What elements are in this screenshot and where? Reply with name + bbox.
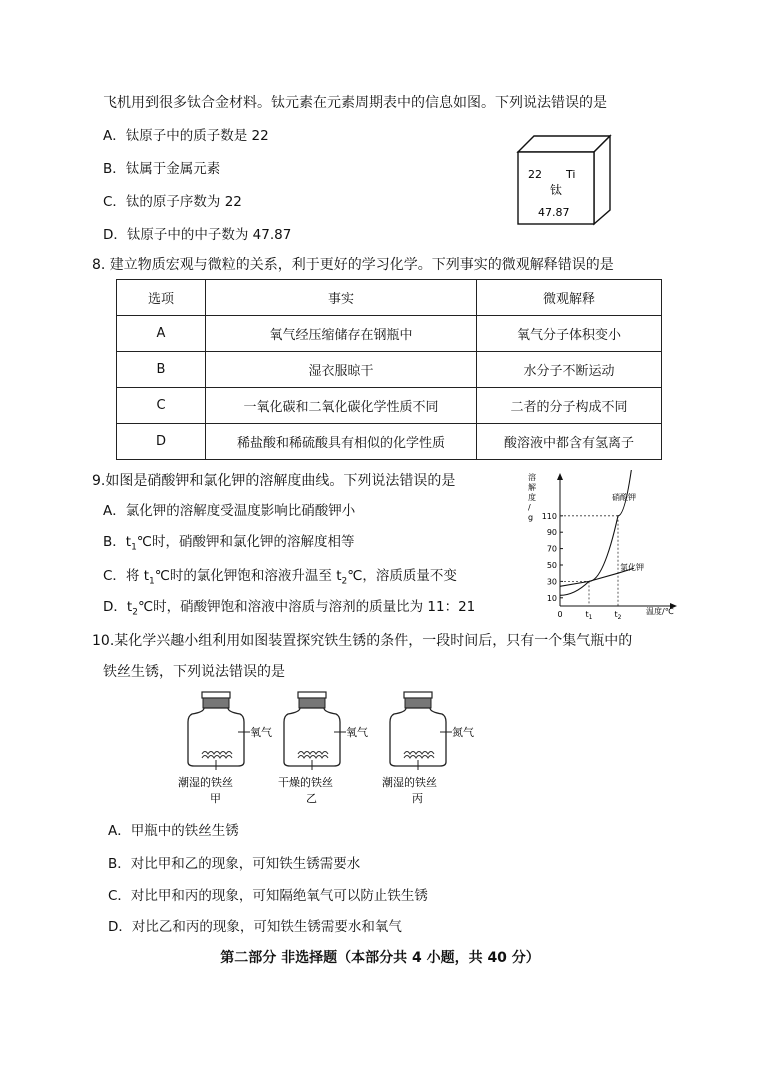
table-cell: 水分子不断运动	[477, 352, 662, 388]
q9-option-c-pre: C．将 t	[103, 568, 150, 584]
q9-option-d-pre: D．t	[103, 599, 133, 615]
table-cell: D	[117, 424, 206, 460]
gas-label: 氧气	[250, 726, 272, 739]
element-symbol: Ti	[566, 168, 576, 181]
element-mass: 47.87	[538, 206, 570, 219]
table-header: 事实	[206, 280, 477, 316]
series-line-0	[560, 470, 634, 595]
q10-option-a: A．甲瓶中的铁丝生锈	[108, 823, 239, 839]
y-tick-label: 90	[546, 528, 557, 538]
y-tick-label: 30	[546, 577, 557, 587]
jar-jia	[178, 692, 272, 805]
table-cell: 二者的分子构成不同	[477, 388, 662, 424]
table-cell: B	[117, 352, 206, 388]
jar-name: 丙	[412, 792, 423, 805]
q8-table	[116, 279, 662, 460]
series-label: 氯化钾	[620, 563, 644, 572]
gas-label: 氮气	[452, 726, 474, 739]
section-title: 第二部分 非选择题（本部分共 4 小题，共 40 分）	[220, 950, 540, 966]
t2-subscript: 2	[341, 576, 348, 587]
table-row	[117, 424, 662, 460]
q9-option-b	[103, 533, 354, 557]
q8-stem: 8. 建立物质宏观与微粒的关系，利于更好的学习化学。下列事实的微观解释错误的是	[92, 257, 614, 273]
table-cell: C	[117, 388, 206, 424]
q9-option-d	[103, 598, 475, 622]
x-tick-label: 0	[557, 610, 563, 619]
x-axis-label: 温度/℃	[646, 607, 674, 616]
jar-bing	[382, 692, 474, 805]
q9-option-a: A．氯化钾的溶解度受温度影响比硝酸钾小	[103, 503, 356, 519]
q10-stem-line2: 铁丝生锈，下列说法错误的是	[103, 664, 285, 680]
q10-stem-line1: 10.某化学兴趣小组利用如图装置探究铁生锈的条件，一段时间后，只有一个集气瓶中的	[92, 633, 633, 649]
table-header: 选项	[117, 280, 206, 316]
wire-label: 干燥的铁丝	[278, 776, 333, 789]
y-axis-arrow	[557, 473, 563, 480]
q7-option-a: A．钛原子中的质子数是 22	[103, 128, 269, 144]
wire-label: 潮湿的铁丝	[382, 776, 437, 789]
titanium-element-card	[514, 132, 614, 228]
table-cell: 氧气经压缩储存在钢瓶中	[206, 316, 477, 352]
table-header-row	[117, 280, 662, 316]
q9-option-d-post: ℃时，硝酸钾饱和溶液中溶质与溶剂的质量比为 11：21	[137, 599, 476, 615]
table-cell: 一氧化碳和二氧化碳化学性质不同	[206, 388, 477, 424]
x-tick-label: $t_1$	[585, 610, 593, 621]
x-tick-label: $t_2$	[614, 610, 622, 621]
q9-option-c-post: ℃，溶质质量不变	[347, 568, 457, 584]
q7-option-d: D．钛原子中的中子数为 47.87	[103, 227, 292, 243]
q10-option-d: D．对比乙和丙的现象，可知铁生锈需要水和氧气	[108, 919, 402, 935]
q10-option-c: C．对比甲和丙的现象，可知隔绝氧气可以防止铁生锈	[108, 888, 428, 904]
q9-stem: 9.如图是硝酸钾和氯化钾的溶解度曲线。下列说法错误的是	[92, 473, 456, 489]
series-label: 硝酸钾	[612, 493, 636, 502]
table-cell: 稀盐酸和稀硫酸具有相似的化学性质	[206, 424, 477, 460]
table-header: 微观解释	[477, 280, 662, 316]
q9-option-c	[103, 567, 457, 591]
y-tick-label: 50	[546, 561, 557, 570]
t1-subscript: 1	[149, 576, 155, 587]
jar-yi	[278, 692, 368, 805]
y-axis-label: 溶解度/ g	[528, 473, 536, 522]
y-tick-label: 110	[541, 511, 557, 521]
element-number: 22	[528, 168, 542, 181]
solubility-chart	[520, 470, 680, 622]
y-tick-label: 70	[546, 544, 557, 554]
table-row	[117, 316, 662, 352]
q9-option-b-pre: B．t	[103, 534, 132, 550]
table-cell: A	[117, 316, 206, 352]
y-tick-label: 10	[546, 593, 557, 603]
table-cell: 酸溶液中都含有氢离子	[477, 424, 662, 460]
jar-name: 甲	[210, 792, 221, 805]
t2-subscript: 2	[132, 607, 138, 618]
wire-label: 潮湿的铁丝	[178, 776, 233, 789]
q7-stem: 飞机用到很多钛合金材料。钛元素在元素周期表中的信息如图。下列说法错误的是	[103, 95, 607, 111]
table-row	[117, 388, 662, 424]
t1-subscript: 1	[131, 542, 137, 553]
table-cell: 湿衣服晾干	[206, 352, 477, 388]
iron-rust-apparatus	[170, 688, 490, 806]
q7-option-c: C．钛的原子序数为 22	[103, 194, 242, 210]
table-row	[117, 352, 662, 388]
element-name: 钛	[550, 183, 563, 197]
q9-option-b-post: ℃时，硝酸钾和氯化钾的溶解度相等	[136, 534, 355, 550]
jar-name: 乙	[306, 792, 317, 805]
q10-option-b: B．对比甲和乙的现象，可知铁生锈需要水	[108, 856, 361, 872]
q9-option-c-mid: ℃时的氯化钾饱和溶液升温至 t	[154, 568, 342, 584]
q7-option-b: B．钛属于金属元素	[103, 161, 221, 177]
gas-label: 氧气	[346, 726, 368, 739]
table-cell: 氧气分子体积变小	[477, 316, 662, 352]
